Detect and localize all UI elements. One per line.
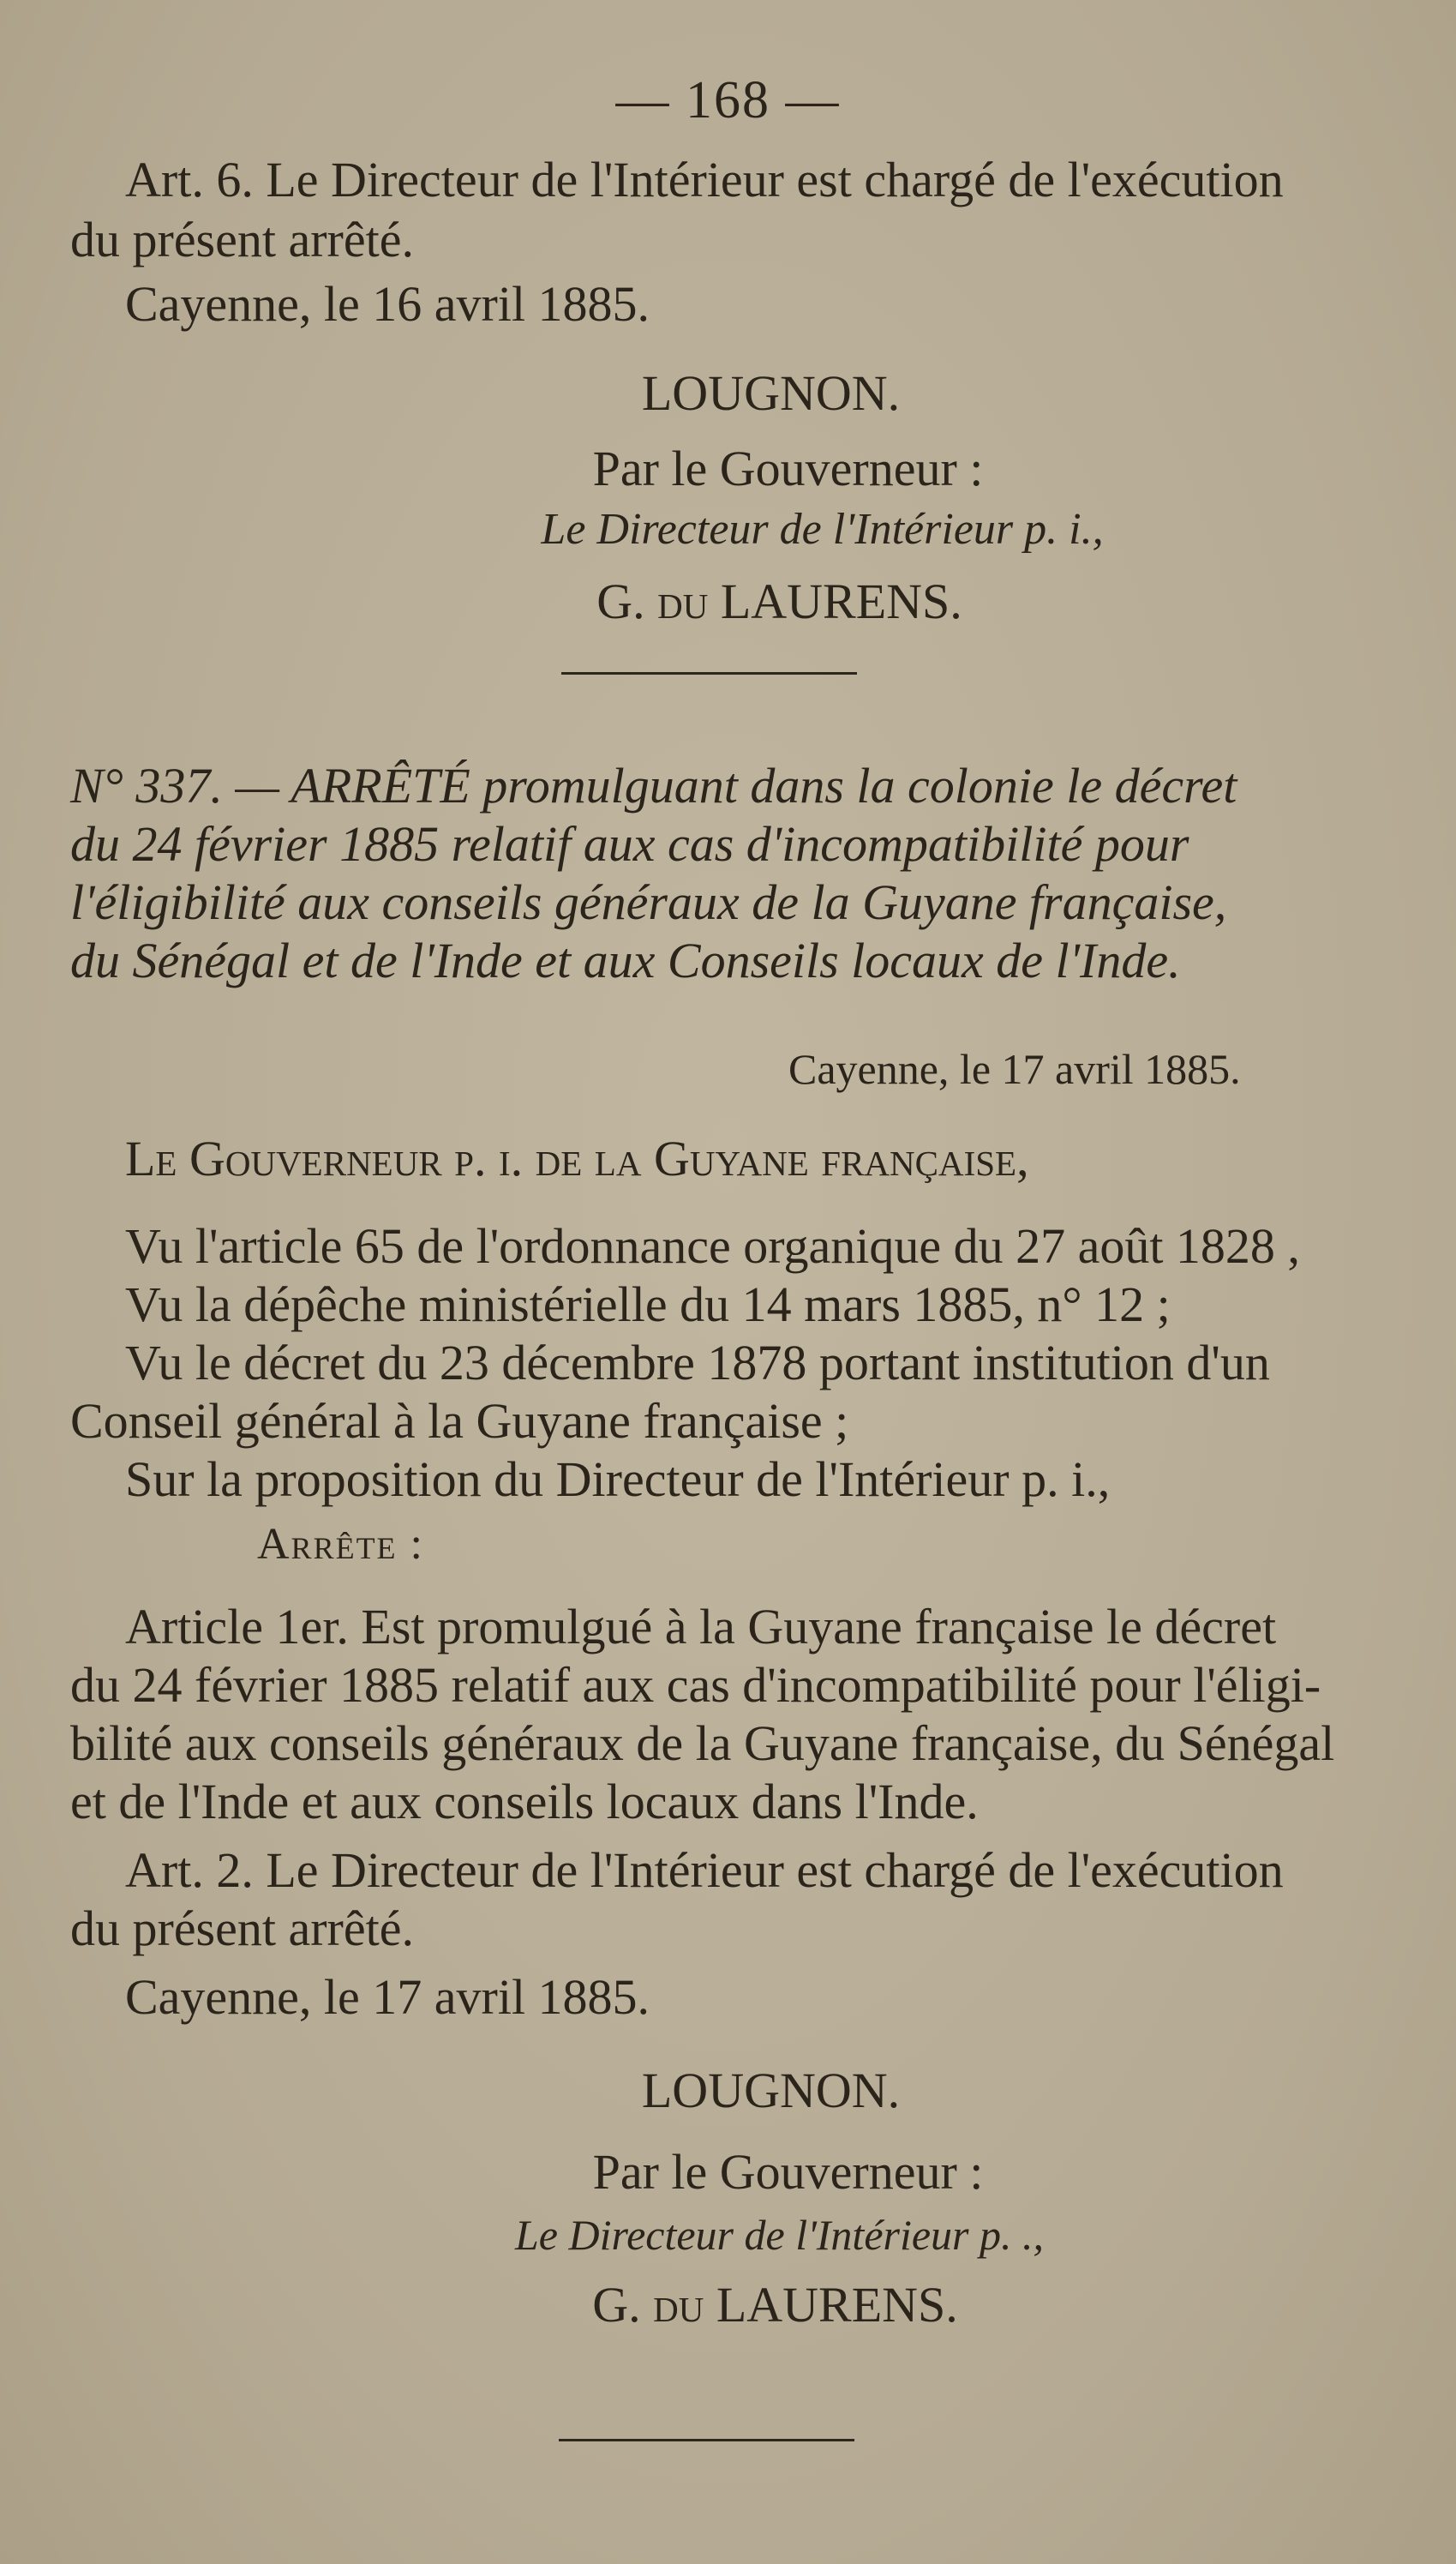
- arrete-heading-line-1: N° 337. — ARRÊTÉ promulguant dans la colonie le décret: [70, 758, 1237, 814]
- article-1-line-1: Article 1er. Est promulgué à la Guyane française le décret: [125, 1599, 1277, 1654]
- consideration-3: Vu le décret du 23 décembre 1878 portant institution d'un: [125, 1335, 1270, 1390]
- arrete-director-name: G. du LAURENS.: [592, 2277, 958, 2333]
- section1-by-governor: Par le Gouverneur :: [592, 441, 984, 496]
- closing-rule: [559, 2439, 854, 2441]
- arrete-director-title: Le Directeur de l'Intérieur p. .,: [514, 2211, 1045, 2259]
- article-6-line-1: Art. 6. Le Directeur de l'Intérieur est chargé de l'exécution: [125, 152, 1284, 207]
- arrete-label: Arrête :: [257, 1520, 424, 1569]
- article-6-line-2: du présent arrêté.: [70, 212, 414, 267]
- section1-signatory: LOUGNON.: [641, 365, 901, 421]
- section1-director-name: G. du LAURENS.: [596, 573, 962, 629]
- arrete-heading-line-4: du Sénégal et de l'Inde et aux Conseils locaux de l'Inde.: [70, 933, 1181, 988]
- arrete-heading-line-3: l'éligibilité aux conseils généraux de la Guyane française,: [70, 874, 1227, 930]
- section-divider-rule: [561, 672, 857, 675]
- arrete-heading-line-2: du 24 février 1885 relatif aux cas d'incompatibilité pour: [70, 816, 1189, 872]
- consideration-4: Conseil général à la Guyane française ;: [70, 1393, 849, 1449]
- arrete-by-governor: Par le Gouverneur :: [592, 2144, 984, 2200]
- consideration-5: Sur la proposition du Directeur de l'Intérieur p. i.,: [125, 1451, 1111, 1507]
- consideration-2: Vu la dépêche ministérielle du 14 mars 1885, n° 12 ;: [125, 1276, 1171, 1332]
- arrete-date: Cayenne, le 17 avril 1885.: [125, 1969, 650, 2025]
- section1-director-title: Le Directeur de l'Intérieur p. i.,: [541, 505, 1104, 554]
- article-1-line-2: du 24 février 1885 relatif aux cas d'incompatibilité pour l'éligi-: [70, 1657, 1321, 1713]
- arrete-signatory: LOUGNON.: [641, 2063, 901, 2118]
- arrete-dateline: Cayenne, le 17 avril 1885.: [788, 1045, 1241, 1093]
- article-2-line-2: du présent arrêté.: [70, 1900, 414, 1956]
- page-number: — 168 —: [615, 71, 841, 129]
- article-2-line-1: Art. 2. Le Directeur de l'Intérieur est chargé de l'exécution: [125, 1842, 1284, 1898]
- consideration-1: Vu l'article 65 de l'ordonnance organique du 27 août 1828 ,: [125, 1218, 1300, 1274]
- section1-date: Cayenne, le 16 avril 1885.: [125, 276, 650, 332]
- governor-line: Le Gouverneur p. i. de la Guyane française,: [125, 1131, 1029, 1186]
- article-1-line-4: et de l'Inde et aux conseils locaux dans l'Inde.: [70, 1774, 979, 1829]
- article-1-line-3: bilité aux conseils généraux de la Guyane française, du Sénégal: [70, 1715, 1335, 1771]
